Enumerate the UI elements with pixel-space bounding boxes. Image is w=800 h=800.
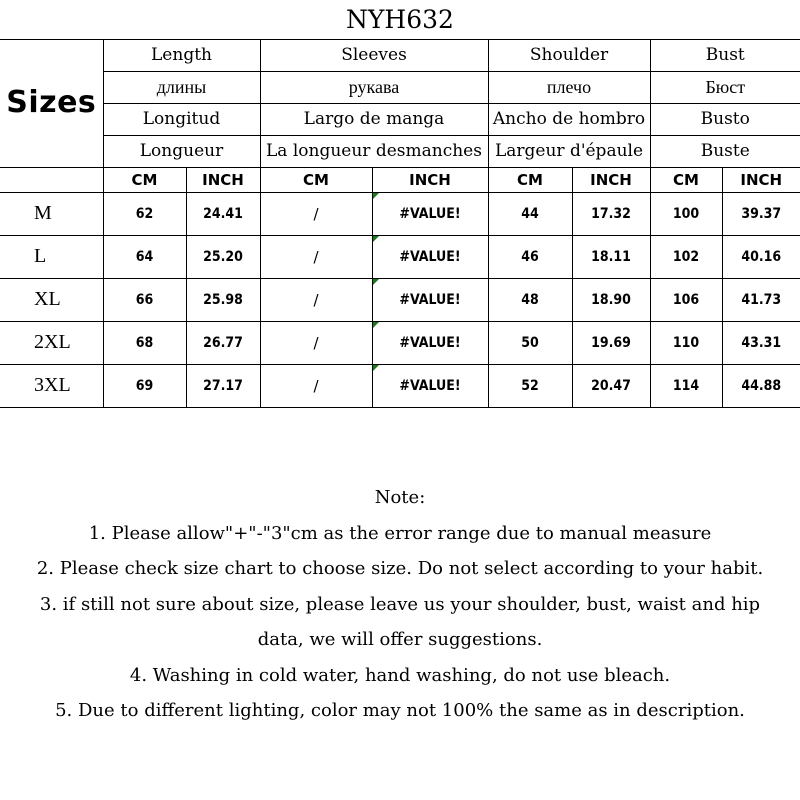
header-length: длины — [103, 71, 260, 103]
bust-cm: 106 — [650, 278, 722, 321]
size-table — [0, 39, 800, 408]
bust-inch: 39.37 — [722, 192, 800, 235]
length-inch: 27.17 — [186, 364, 260, 407]
sleeves-inch-value: #VALUE! — [399, 377, 461, 394]
unit-label: CM — [650, 167, 722, 192]
note-item: 5. Due to different lighting, color may not 100% the same as in description. — [55, 700, 745, 721]
shoulder-cm: 46 — [488, 235, 572, 278]
product-code-title: NYH632 — [0, 0, 800, 40]
shoulder-cm: 52 — [488, 364, 572, 407]
table-row — [0, 235, 800, 278]
note-item: data, we will offer suggestions. — [257, 629, 543, 650]
notes-section — [0, 480, 800, 729]
unit-label: INCH — [572, 167, 650, 192]
sleeves-cm: / — [260, 364, 372, 407]
shoulder-inch: 18.90 — [572, 278, 650, 321]
length-inch: 26.77 — [186, 321, 260, 364]
header-shoulder: Largeur d'épaule — [488, 135, 650, 167]
sleeves-cm: / — [260, 235, 372, 278]
shoulder-inch: 19.69 — [572, 321, 650, 364]
sleeves-inch — [372, 278, 488, 321]
sleeves-cm: / — [260, 321, 372, 364]
note-item: 2. Please check size chart to choose size. Do not select according to your habit. — [36, 558, 764, 579]
sleeves-cm: / — [260, 192, 372, 235]
error-flag-icon — [373, 236, 379, 242]
note-item: 4. Washing in cold water, hand washing, do not use bleach. — [129, 664, 671, 686]
sleeves-inch — [372, 192, 488, 235]
header-sleeves: рукава — [260, 71, 488, 103]
sleeves-inch — [372, 321, 488, 364]
unit-label: INCH — [372, 167, 488, 192]
size-label: 3XL — [0, 364, 103, 407]
shoulder-cm: 48 — [488, 278, 572, 321]
header-shoulder: плечо — [488, 71, 650, 103]
header-sleeves: Largo de manga — [260, 103, 488, 135]
shoulder-inch: 20.47 — [572, 364, 650, 407]
bust-cm: 110 — [650, 321, 722, 364]
length-cm: 64 — [103, 235, 186, 278]
error-flag-icon — [373, 365, 379, 371]
header-bust: Buste — [650, 135, 800, 167]
sleeves-inch — [372, 364, 488, 407]
bust-inch: 41.73 — [722, 278, 800, 321]
header-length: Longueur — [103, 135, 260, 167]
unit-blank — [0, 167, 103, 192]
header-sleeves: La longueur desmanches — [260, 135, 488, 167]
header-row-english — [0, 39, 800, 71]
unit-label: CM — [103, 167, 186, 192]
error-flag-icon — [373, 193, 379, 199]
header-bust: Bust — [650, 39, 800, 71]
bust-inch: 44.88 — [722, 364, 800, 407]
length-cm: 62 — [103, 192, 186, 235]
header-row-spanish — [0, 103, 800, 135]
sleeves-inch-value: #VALUE! — [399, 334, 461, 351]
size-label: XL — [0, 278, 103, 321]
unit-label: CM — [260, 167, 372, 192]
note-item: 3. if still not sure about size, please leave us your shoulder, bust, waist and hip — [39, 593, 761, 615]
sleeves-inch-value: #VALUE! — [399, 291, 461, 308]
length-cm: 68 — [103, 321, 186, 364]
size-label: 2XL — [0, 321, 103, 364]
header-row-russian — [0, 71, 800, 103]
length-inch: 24.41 — [186, 192, 260, 235]
shoulder-inch: 18.11 — [572, 235, 650, 278]
size-label: M — [0, 192, 103, 235]
notes-heading: Note: — [374, 487, 426, 508]
sleeves-inch — [372, 235, 488, 278]
shoulder-inch: 17.32 — [572, 192, 650, 235]
header-length: Longitud — [103, 103, 260, 135]
header-length: Length — [103, 39, 260, 71]
length-cm: 69 — [103, 364, 186, 407]
sleeves-cm: / — [260, 278, 372, 321]
sleeves-inch-value: #VALUE! — [399, 205, 461, 222]
header-row-french — [0, 135, 800, 167]
sleeves-inch-value: #VALUE! — [399, 248, 461, 265]
header-bust: Бюст — [650, 71, 800, 103]
length-inch: 25.98 — [186, 278, 260, 321]
unit-label: CM — [488, 167, 572, 192]
bust-inch: 43.31 — [722, 321, 800, 364]
header-shoulder: Ancho de hombro — [488, 103, 650, 135]
unit-row — [0, 167, 800, 192]
sizes-label: Sizes — [0, 39, 103, 167]
bust-inch: 40.16 — [722, 235, 800, 278]
shoulder-cm: 44 — [488, 192, 572, 235]
length-cm: 66 — [103, 278, 186, 321]
shoulder-cm: 50 — [488, 321, 572, 364]
bust-cm: 114 — [650, 364, 722, 407]
error-flag-icon — [373, 322, 379, 328]
table-row — [0, 192, 800, 235]
header-sleeves: Sleeves — [260, 39, 488, 71]
header-shoulder: Shoulder — [488, 39, 650, 71]
unit-label: INCH — [722, 167, 800, 192]
note-item: 1. Please allow"+"-"3"cm as the error range due to manual measure — [88, 522, 712, 544]
unit-label: INCH — [186, 167, 260, 192]
header-bust: Busto — [650, 103, 800, 135]
length-inch: 25.20 — [186, 235, 260, 278]
table-row — [0, 364, 800, 407]
error-flag-icon — [373, 279, 379, 285]
bust-cm: 102 — [650, 235, 722, 278]
table-row — [0, 321, 800, 364]
table-row — [0, 278, 800, 321]
bust-cm: 100 — [650, 192, 722, 235]
size-label: L — [0, 235, 103, 278]
